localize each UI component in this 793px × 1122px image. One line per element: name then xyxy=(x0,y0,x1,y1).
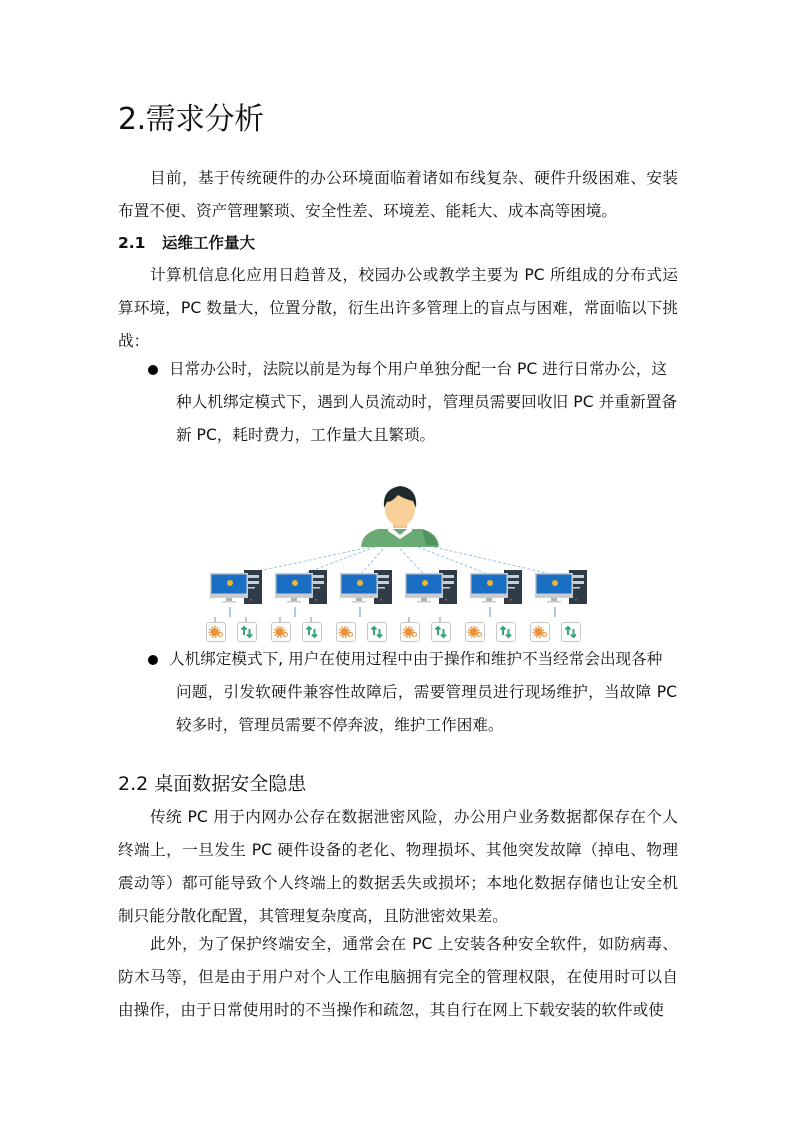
section-heading-2-1 xyxy=(118,231,255,255)
bullet-continuation: 问题，引发软硬件兼容性故障后，需要管理员进行现场维护，当故障 PC 较多时，管理员需要不停奔波，维护工作困难。 xyxy=(176,683,677,734)
gear-icon xyxy=(271,622,291,642)
bullet-line: 日常办公时，法院以前是为每个用户单独分配一台 PC 进行日常办公，这 xyxy=(169,360,668,378)
section-heading-2-2 xyxy=(118,770,306,798)
page-title: 2.需求分析 xyxy=(118,102,264,137)
section-2-2-paragraph: 此外，为了保护终端安全，通常会在 PC 上安装各种安全软件，如防病毒、防木马等，但是由于用户对个人工作电脑拥有完全的管理权限，在使用时可以自由操作，由于日常使用时的不当操作和疏忽，其自行在网上下载安装的软件或使 xyxy=(118,935,678,1019)
intro-paragraph: 目前，基于传统硬件的办公环境面临着诸如布线复杂、硬件升级困难、安装布置不便、资产管理繁琐、安全性差、环境差、能耗大、成本高等困境。 xyxy=(118,169,678,220)
gear-icon xyxy=(465,622,485,642)
bullet-line: 人机绑定模式下, 用户在使用过程中由于操作和维护不当经常会出现各种 xyxy=(169,650,663,668)
bullet-text xyxy=(169,643,677,742)
user-icon xyxy=(361,486,439,547)
bullet-continuation: 种人机绑定模式下，遇到人员流动时，管理员需要回收旧 PC 并重新置备新 PC，耗时费力，工作量大且繁琐。 xyxy=(176,393,677,444)
pc-icon xyxy=(210,570,266,610)
bullet-dot-icon xyxy=(148,655,158,665)
section-2-1-paragraph: 计算机信息化应用日趋普及，校园办公或教学主要为 PC 所组成的分布式运算环境，PC 数量大，位置分散，衍生出许多管理上的盲点与困难，常面临以下挑战： xyxy=(118,266,678,350)
pc-icon xyxy=(275,570,331,610)
sync-arrows-icon xyxy=(302,622,322,642)
gear-icon xyxy=(530,622,550,642)
pc-icon xyxy=(470,570,526,610)
bullet-dot-icon xyxy=(148,365,158,375)
section-number: 2.2 xyxy=(118,773,149,795)
section-title: 运维工作量大 xyxy=(162,234,256,252)
section-number: 2.1 xyxy=(118,234,146,252)
section-2-2-paragraph: 传统 PC 用于内网办公存在数据泄密风险，办公用户业务数据都保存在个人终端上，一旦发生 PC 硬件设备的老化、物理损坏、其他突发故障（掉电、物理震动等）都可能导致个人终端上的数据丢失或损坏；本地化数据存储也让安全机制只能分散化配置，其管理复杂度高，且防泄密效果差。 xyxy=(118,808,678,925)
pc-icon xyxy=(405,570,461,610)
gear-icon xyxy=(336,622,356,642)
sync-arrows-icon xyxy=(431,622,451,642)
pc-icon xyxy=(340,570,396,610)
sync-arrows-icon xyxy=(237,622,257,642)
sync-arrows-icon xyxy=(367,622,387,642)
sync-arrows-icon xyxy=(496,622,516,642)
user-pc-binding-diagram xyxy=(200,475,600,650)
gear-icon xyxy=(206,622,226,642)
sync-arrows-icon xyxy=(561,622,581,642)
gear-icon xyxy=(400,622,420,642)
pc-icon xyxy=(535,570,591,610)
bullet-text xyxy=(169,353,677,452)
section-title: 桌面数据安全隐患 xyxy=(154,773,307,795)
